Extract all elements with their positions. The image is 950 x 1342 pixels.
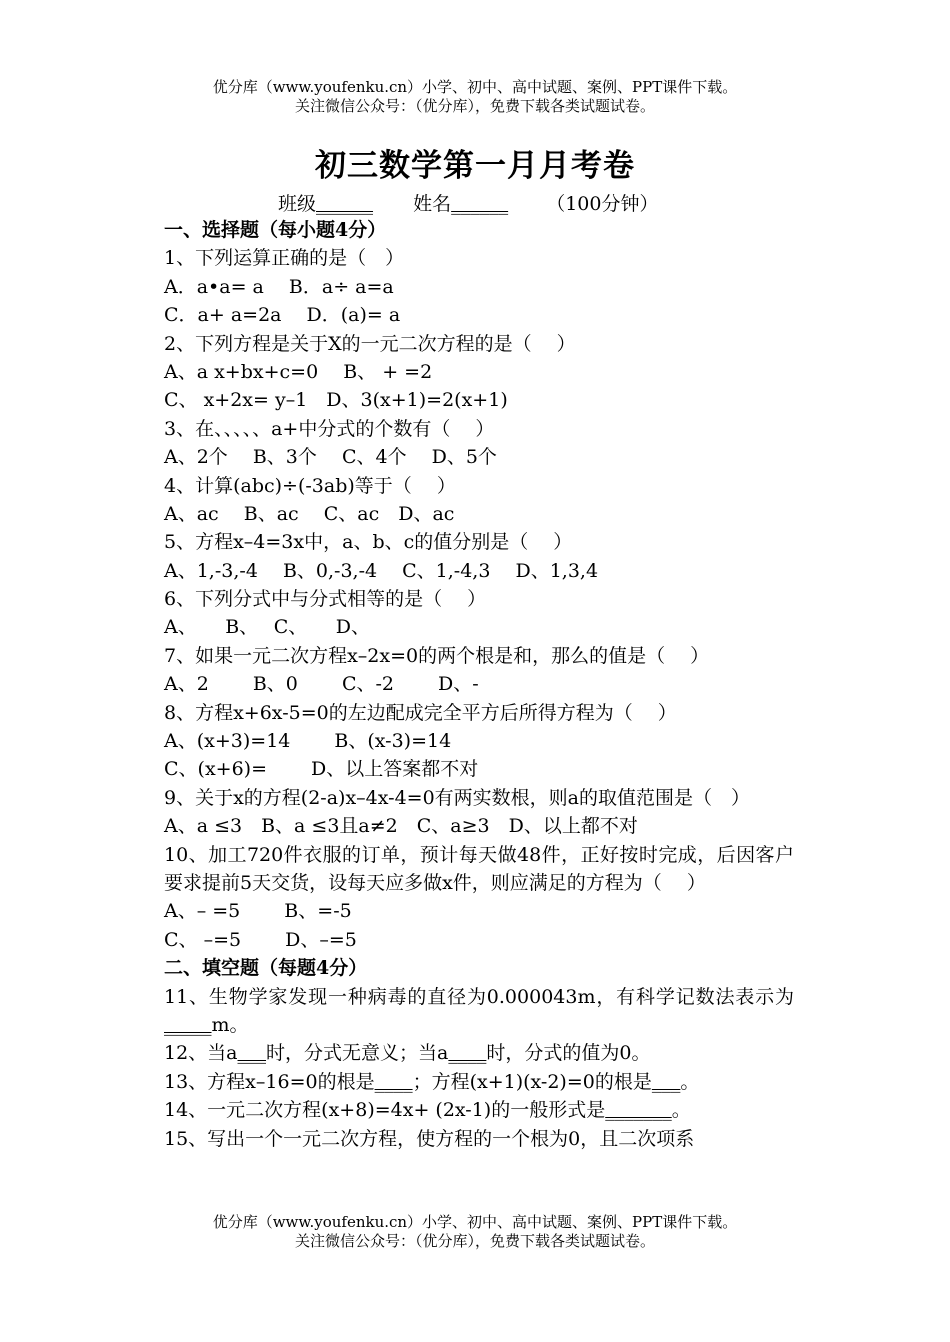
section-heading-fill-in: 二、填空题（每题4分） — [164, 957, 368, 980]
question-13-part-3: 。 — [680, 1070, 700, 1093]
footer-line-1: 优分库（www.youfenku.cn）小学、初中、高中试题、案例、PPT课件下载。 — [212, 1213, 738, 1231]
question-11 — [164, 983, 794, 1040]
question-14-blank: _______ — [605, 1099, 672, 1122]
question-14-part-2: 。 — [671, 1099, 691, 1122]
question-13-blank-1: ____ — [374, 1070, 413, 1093]
header-line-2: 关注微信公众号：（优分库），免费下载各类试题试卷。 — [294, 97, 655, 115]
question-6-options: A、 B、 C、 D、 — [164, 616, 370, 639]
question-3: 3、在、、、、、a+中分式的个数有（ ） — [164, 417, 495, 440]
question-11-tail: m。 — [211, 1014, 249, 1036]
class-blank: ______ — [316, 193, 374, 215]
question-14 — [164, 1096, 794, 1124]
question-12-part-2: 时，分式无意义；当a — [266, 1042, 449, 1065]
page-title: 初三数学第一月月考卷 — [315, 148, 635, 184]
question-13-blank-2: ___ — [651, 1070, 681, 1093]
question-6: 6、下列分式中与分式相等的是（ ） — [164, 588, 487, 611]
question-10: 10、加工720件衣服的订单，预计每天做48件，正好按时完成，后因客户要求提前5天交货，设每天应多做x件，则应满足的方程为（ ） — [164, 843, 794, 895]
page-footer — [0, 1213, 950, 1251]
question-12-blank-2: ____ — [448, 1042, 487, 1065]
question-3-options: A、2个 B、3个 C、4个 D、5个 — [164, 446, 497, 469]
question-10-options-c-d: C、 –=5 D、–=5 — [164, 928, 357, 951]
question-14-part-1: 14、一元二次方程(x+8)=4x+ (2x-1)的一般形式是 — [164, 1099, 606, 1122]
question-13-part-1: 13、方程x–16=0的根是 — [164, 1070, 375, 1093]
question-8-options-a-b: A、(x+3)=14 B、(x-3)=14 — [164, 730, 452, 753]
exam-content — [164, 216, 794, 1153]
question-5: 5、方程x–4=3x中，a、b、c的值分别是（ ） — [164, 531, 573, 554]
question-1-options-a-b: A．a•a= a B．a÷ a=a — [164, 275, 394, 298]
student-info-line — [278, 189, 658, 216]
question-2: 2、下列方程是关于X的一元二次方程的是（ ） — [164, 332, 576, 355]
question-10-options-a-b: A、– =5 B、=-5 — [164, 900, 352, 923]
question-12-blank-1: ___ — [237, 1042, 267, 1065]
question-13-part-2: ；方程(x+1)(x-2)=0的根是 — [412, 1070, 652, 1093]
header-line-1: 优分库（www.youfenku.cn）小学、初中、高中试题、案例、PPT课件下载。 — [212, 78, 738, 96]
footer-line-2: 关注微信公众号：（优分库），免费下载各类试题试卷。 — [294, 1232, 655, 1250]
question-2-options-c-d: C、 x+2x= y–1 D、3(x+1)=2(x+1) — [164, 389, 508, 412]
time-limit: （100分钟） — [546, 193, 659, 215]
question-13 — [164, 1068, 794, 1096]
question-7-options: A、2 B、0 C、-2 D、- — [164, 673, 479, 696]
question-9: 9、关于x的方程(2-a)x–4x-4=0有两实数根，则a的取值范围是（ ） — [164, 786, 750, 809]
question-8-options-c-d: C、(x+6)= D、以上答案都不对 — [164, 758, 479, 781]
question-1: 1、下列运算正确的是（ ） — [164, 247, 405, 270]
question-2-options-a-b: A、a x+bx+c=0 B、 + =2 — [164, 360, 433, 383]
question-8: 8、方程x+6x-5=0的左边配成完全平方后所得方程为（ ） — [164, 701, 677, 724]
name-label: 姓名 — [413, 193, 452, 215]
question-11-blank: _____ — [164, 1014, 212, 1036]
question-12-part-3: 时，分式的值为0。 — [486, 1042, 651, 1065]
question-12-part-1: 12、当a — [164, 1042, 238, 1065]
question-9-options: A、a ≤3 B、a ≤3且a≠2 C、a≥3 D、以上都不对 — [164, 815, 638, 838]
class-label: 班级 — [278, 193, 317, 215]
section-heading-choice: 一、选择题（每小题4分） — [164, 219, 387, 241]
question-4-options: A、ac B、ac C、ac D、ac — [164, 502, 455, 525]
question-12 — [164, 1039, 794, 1067]
question-5-options: A、1,-3,-4 B、0,-3,-4 C、1,-4,3 D、1,3,4 — [164, 559, 599, 582]
name-blank: ______ — [451, 193, 509, 215]
question-11-text: 11、生物学家发现一种病毒的直径为0.000043m，有科学记数法表示为 — [164, 985, 794, 1008]
question-4: 4、计算(abc)÷(-3ab)等于（ ） — [164, 474, 456, 497]
page-header — [0, 78, 950, 116]
question-1-options-c-d: C．a+ a=2a D．(a)= a — [164, 304, 401, 327]
question-15: 15、写出一个一元二次方程，使方程的一个根为0，且二次项系 — [164, 1127, 695, 1150]
question-7: 7、如果一元二次方程x–2x=0的两个根是和，那么的值是（ ） — [164, 644, 710, 667]
